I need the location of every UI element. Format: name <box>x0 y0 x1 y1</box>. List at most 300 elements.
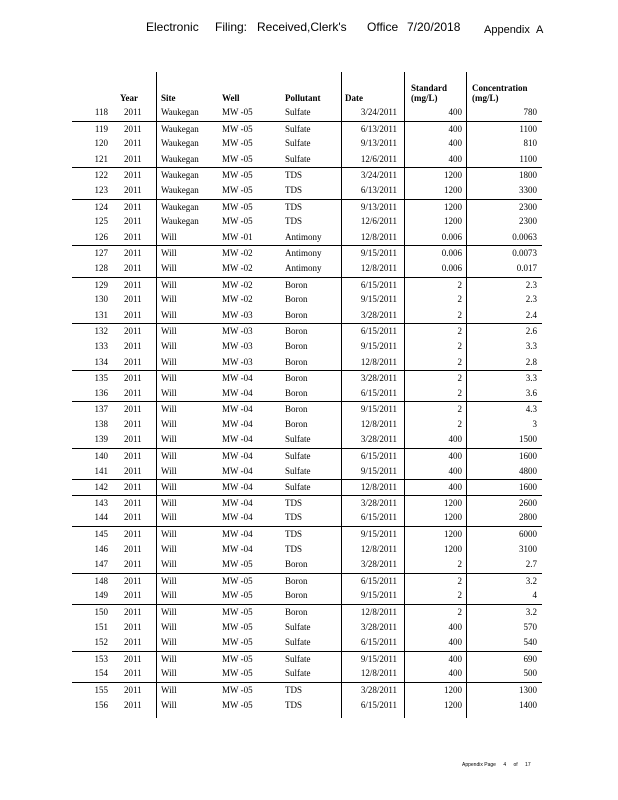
cell-pollutant: Boron <box>285 575 308 586</box>
table-row <box>72 339 542 355</box>
cell-site: Will <box>161 309 177 320</box>
cell-well: MW -05 <box>222 668 253 679</box>
cell-date: 6/15/2011 <box>360 637 397 648</box>
cell-concentration: 4800 <box>519 465 537 476</box>
table-row <box>72 230 542 246</box>
table-row <box>72 557 542 573</box>
cell-standard: 2 <box>457 279 462 290</box>
cell-date: 3/28/2011 <box>360 621 397 632</box>
cell-site: Will <box>161 543 177 554</box>
cell-row-number: 130 <box>94 294 108 305</box>
cell-date: 9/15/2011 <box>360 653 397 664</box>
table-row <box>72 245 542 261</box>
cell-row-number: 143 <box>94 497 108 508</box>
cell-date: 12/8/2011 <box>360 607 397 617</box>
cell-well: MW -02 <box>222 262 253 273</box>
cell-pollutant: Boron <box>285 279 308 290</box>
cell-well: MW -04 <box>222 497 253 508</box>
col-site: Site <box>161 93 176 103</box>
cell-concentration: 690 <box>523 653 537 664</box>
cell-row-number: 135 <box>94 373 108 384</box>
cell-standard: 0.006 <box>441 262 462 273</box>
cell-concentration: 1300 <box>519 684 537 695</box>
cell-concentration: 810 <box>523 138 537 149</box>
cell-standard: 1200 <box>444 184 462 195</box>
cell-concentration: 1500 <box>519 434 537 445</box>
column-divider <box>341 72 342 718</box>
cell-well: MW -05 <box>222 637 253 648</box>
cell-year: 2011 <box>124 418 142 429</box>
cell-site: Will <box>161 231 177 242</box>
cell-pollutant: TDS <box>285 512 303 523</box>
cell-date: 6/15/2011 <box>360 326 397 337</box>
cell-concentration: 2.7 <box>525 559 537 570</box>
cell-well: MW -02 <box>222 294 253 305</box>
cell-well: MW -05 <box>222 123 253 134</box>
cell-well: MW -05 <box>222 153 253 164</box>
cell-standard: 2 <box>457 607 462 617</box>
header-received: Received,Clerk's <box>257 20 347 34</box>
cell-concentration: 3.3 <box>525 340 537 351</box>
cell-year: 2011 <box>124 201 142 212</box>
cell-concentration: 2.8 <box>525 356 537 367</box>
cell-standard: 1200 <box>444 497 462 508</box>
cell-pollutant: Boron <box>285 559 308 570</box>
cell-well: MW -05 <box>222 559 253 570</box>
cell-pollutant: Boron <box>285 387 308 398</box>
cell-pollutant: Sulfate <box>285 107 311 117</box>
cell-well: MW -04 <box>222 434 253 445</box>
cell-site: Will <box>161 559 177 570</box>
data-table <box>72 72 542 713</box>
cell-site: Waukegan <box>161 153 199 164</box>
page-header <box>146 20 606 36</box>
cell-year: 2011 <box>124 404 142 415</box>
cell-year: 2011 <box>124 482 142 493</box>
cell-date: 9/13/2011 <box>360 138 397 149</box>
table-row <box>72 651 542 667</box>
table-row <box>72 635 542 651</box>
cell-well: MW -05 <box>222 184 253 195</box>
cell-pollutant: TDS <box>285 216 303 227</box>
cell-site: Waukegan <box>161 123 199 134</box>
cell-site: Will <box>161 279 177 290</box>
cell-standard: 400 <box>448 653 462 664</box>
cell-row-number: 123 <box>94 184 108 195</box>
cell-year: 2011 <box>124 356 142 367</box>
cell-date: 3/28/2011 <box>360 497 397 508</box>
cell-date: 3/24/2011 <box>360 170 397 181</box>
cell-pollutant: Sulfate <box>285 637 311 648</box>
cell-year: 2011 <box>124 216 142 227</box>
cell-standard: 2 <box>457 387 462 398</box>
cell-concentration: 0.017 <box>516 262 537 273</box>
cell-pollutant: TDS <box>285 201 303 212</box>
cell-well: MW -04 <box>222 418 253 429</box>
cell-row-number: 147 <box>94 559 108 570</box>
table-row <box>72 308 542 324</box>
cell-concentration: 1600 <box>519 482 537 493</box>
cell-standard: 1200 <box>444 512 462 523</box>
cell-pollutant: Sulfate <box>285 482 311 493</box>
cell-site: Waukegan <box>161 138 199 149</box>
cell-date: 3/28/2011 <box>360 434 397 445</box>
cell-date: 9/15/2011 <box>360 340 397 351</box>
table-row <box>72 620 542 636</box>
cell-standard: 2 <box>457 559 462 570</box>
cell-standard: 1200 <box>444 684 462 695</box>
cell-standard: 1200 <box>444 543 462 554</box>
header-electronic: Electronic <box>146 20 199 34</box>
cell-date: 3/28/2011 <box>360 373 397 384</box>
cell-year: 2011 <box>124 637 142 648</box>
table-row <box>72 432 542 448</box>
table-header <box>72 72 542 105</box>
table-row <box>72 666 542 682</box>
cell-concentration: 2.3 <box>525 279 537 290</box>
cell-site: Will <box>161 451 177 462</box>
cell-row-number: 154 <box>94 668 108 679</box>
cell-standard: 2 <box>457 309 462 320</box>
table-row <box>72 386 542 402</box>
table-row <box>72 573 542 589</box>
table-row <box>72 588 542 604</box>
cell-date: 6/13/2011 <box>360 184 397 195</box>
cell-year: 2011 <box>124 262 142 273</box>
cell-well: MW -05 <box>222 107 253 117</box>
col-well: Well <box>222 93 240 103</box>
cell-date: 6/15/2011 <box>360 512 397 523</box>
cell-row-number: 141 <box>94 465 108 476</box>
cell-well: MW -05 <box>222 590 253 601</box>
cell-year: 2011 <box>124 231 142 242</box>
cell-pollutant: Boron <box>285 418 308 429</box>
cell-row-number: 151 <box>94 621 108 632</box>
cell-date: 6/15/2011 <box>360 387 397 398</box>
cell-date: 9/15/2011 <box>360 404 397 415</box>
table-row <box>72 495 542 511</box>
cell-row-number: 152 <box>94 637 108 648</box>
cell-row-number: 133 <box>94 340 108 351</box>
footer-of: of <box>513 762 518 768</box>
cell-year: 2011 <box>124 373 142 384</box>
cell-year: 2011 <box>124 497 142 508</box>
cell-row-number: 150 <box>94 607 108 617</box>
cell-concentration: 1400 <box>519 699 537 710</box>
column-divider <box>466 72 467 718</box>
cell-concentration: 1600 <box>519 451 537 462</box>
cell-standard: 2 <box>457 356 462 367</box>
cell-concentration: 3 <box>532 418 537 429</box>
cell-site: Will <box>161 607 177 617</box>
cell-year: 2011 <box>124 170 142 181</box>
cell-well: MW -03 <box>222 356 253 367</box>
cell-date: 6/15/2011 <box>360 279 397 290</box>
table-row <box>72 604 542 620</box>
cell-year: 2011 <box>124 248 142 259</box>
cell-standard: 1200 <box>444 216 462 227</box>
cell-row-number: 142 <box>94 482 108 493</box>
cell-row-number: 153 <box>94 653 108 664</box>
cell-row-number: 155 <box>94 684 108 695</box>
cell-row-number: 126 <box>94 231 108 242</box>
cell-site: Will <box>161 465 177 476</box>
cell-year: 2011 <box>124 529 142 540</box>
col-standard-unit: (mg/L) <box>411 93 438 103</box>
cell-site: Will <box>161 248 177 259</box>
header-office: Office <box>367 20 399 34</box>
cell-year: 2011 <box>124 326 142 337</box>
cell-pollutant: Antimony <box>285 262 322 273</box>
cell-year: 2011 <box>124 107 142 117</box>
cell-date: 6/15/2011 <box>360 699 397 710</box>
cell-site: Will <box>161 653 177 664</box>
cell-site: Will <box>161 684 177 695</box>
table-row <box>72 152 542 168</box>
cell-standard: 400 <box>448 465 462 476</box>
cell-pollutant: Boron <box>285 340 308 351</box>
cell-row-number: 144 <box>94 512 108 523</box>
cell-pollutant: Boron <box>285 590 308 601</box>
table-row <box>72 479 542 495</box>
cell-site: Will <box>161 637 177 648</box>
cell-site: Will <box>161 262 177 273</box>
cell-year: 2011 <box>124 153 142 164</box>
cell-pollutant: TDS <box>285 684 303 695</box>
cell-row-number: 134 <box>94 356 108 367</box>
cell-year: 2011 <box>124 512 142 523</box>
cell-concentration: 2300 <box>519 201 537 212</box>
cell-standard: 0.006 <box>441 231 462 242</box>
cell-site: Will <box>161 340 177 351</box>
cell-site: Will <box>161 434 177 445</box>
col-year: Year <box>120 93 138 103</box>
cell-year: 2011 <box>124 684 142 695</box>
cell-standard: 2 <box>457 404 462 415</box>
cell-pollutant: Boron <box>285 309 308 320</box>
cell-pollutant: TDS <box>285 529 303 540</box>
cell-site: Will <box>161 418 177 429</box>
cell-year: 2011 <box>124 279 142 290</box>
cell-well: MW -04 <box>222 373 253 384</box>
cell-pollutant: TDS <box>285 543 303 554</box>
table-row <box>72 698 542 714</box>
cell-row-number: 121 <box>94 153 108 164</box>
cell-standard: 400 <box>448 138 462 149</box>
cell-well: MW -04 <box>222 404 253 415</box>
cell-year: 2011 <box>124 138 142 149</box>
cell-row-number: 148 <box>94 575 108 586</box>
cell-pollutant: Boron <box>285 326 308 337</box>
cell-well: MW -04 <box>222 543 253 554</box>
cell-row-number: 127 <box>94 248 108 259</box>
cell-concentration: 3.6 <box>525 387 537 398</box>
cell-well: MW -02 <box>222 279 253 290</box>
cell-year: 2011 <box>124 340 142 351</box>
cell-row-number: 124 <box>94 201 108 212</box>
cell-well: MW -04 <box>222 451 253 462</box>
cell-site: Will <box>161 699 177 710</box>
cell-well: MW -05 <box>222 684 253 695</box>
cell-site: Will <box>161 356 177 367</box>
cell-date: 9/15/2011 <box>360 590 397 601</box>
cell-year: 2011 <box>124 607 142 617</box>
table-row <box>72 448 542 464</box>
cell-concentration: 0.0073 <box>512 248 537 259</box>
cell-date: 12/8/2011 <box>360 482 397 493</box>
cell-pollutant: Boron <box>285 356 308 367</box>
cell-well: MW -05 <box>222 653 253 664</box>
cell-well: MW -05 <box>222 575 253 586</box>
table-row <box>72 292 542 308</box>
col-pollutant: Pollutant <box>285 93 321 103</box>
header-filing: Filing: <box>215 20 248 34</box>
footer-page: 4 <box>503 762 507 768</box>
cell-date: 9/15/2011 <box>360 248 397 259</box>
cell-year: 2011 <box>124 575 142 586</box>
cell-pollutant: Sulfate <box>285 451 311 462</box>
cell-row-number: 119 <box>94 123 108 134</box>
cell-row-number: 122 <box>94 170 108 181</box>
cell-concentration: 2.6 <box>525 326 537 337</box>
cell-well: MW -01 <box>222 231 253 242</box>
cell-pollutant: Boron <box>285 294 308 305</box>
table-row <box>72 121 542 137</box>
cell-date: 3/28/2011 <box>360 684 397 695</box>
cell-well: MW -03 <box>222 340 253 351</box>
cell-well: MW -05 <box>222 607 253 617</box>
table-row <box>72 682 542 698</box>
col-date: Date <box>345 93 363 103</box>
cell-well: MW -05 <box>222 201 253 212</box>
cell-site: Waukegan <box>161 201 199 212</box>
table-row <box>72 261 542 277</box>
cell-year: 2011 <box>124 465 142 476</box>
cell-date: 6/13/2011 <box>360 123 397 134</box>
cell-pollutant: Sulfate <box>285 668 311 679</box>
cell-date: 12/8/2011 <box>360 262 397 273</box>
cell-standard: 400 <box>448 482 462 493</box>
table-row <box>72 355 542 371</box>
cell-site: Will <box>161 497 177 508</box>
cell-standard: 2 <box>457 340 462 351</box>
cell-well: MW -04 <box>222 512 253 523</box>
cell-site: Waukegan <box>161 107 199 117</box>
cell-concentration: 2.3 <box>525 294 537 305</box>
cell-date: 12/8/2011 <box>360 356 397 367</box>
column-divider <box>156 72 157 718</box>
cell-row-number: 139 <box>94 434 108 445</box>
cell-standard: 400 <box>448 107 462 117</box>
table-row <box>72 183 542 199</box>
cell-pollutant: Sulfate <box>285 123 311 134</box>
cell-year: 2011 <box>124 434 142 445</box>
cell-site: Will <box>161 326 177 337</box>
cell-concentration: 0.0063 <box>512 231 537 242</box>
col-concentration-unit: (mg/L) <box>472 93 499 103</box>
cell-date: 3/28/2011 <box>360 309 397 320</box>
header-date: 7/20/2018 <box>407 20 461 34</box>
cell-site: Will <box>161 512 177 523</box>
cell-year: 2011 <box>124 294 142 305</box>
table-row <box>72 167 542 183</box>
cell-pollutant: TDS <box>285 699 303 710</box>
cell-standard: 400 <box>448 123 462 134</box>
table-row <box>72 136 542 152</box>
cell-well: MW -05 <box>222 170 253 181</box>
cell-concentration: 2600 <box>519 497 537 508</box>
table-row <box>72 277 542 293</box>
cell-date: 12/8/2011 <box>360 231 397 242</box>
cell-concentration: 570 <box>523 621 537 632</box>
cell-well: MW -05 <box>222 621 253 632</box>
cell-site: Will <box>161 668 177 679</box>
cell-site: Will <box>161 373 177 384</box>
cell-date: 6/15/2011 <box>360 451 397 462</box>
cell-year: 2011 <box>124 123 142 134</box>
cell-concentration: 2300 <box>519 216 537 227</box>
cell-year: 2011 <box>124 668 142 679</box>
cell-date: 12/8/2011 <box>360 418 397 429</box>
cell-site: Will <box>161 404 177 415</box>
table-row <box>72 417 542 433</box>
cell-well: MW -04 <box>222 387 253 398</box>
cell-pollutant: TDS <box>285 170 303 181</box>
cell-pollutant: Boron <box>285 607 308 617</box>
table-row <box>72 105 542 121</box>
table-row <box>72 510 542 526</box>
cell-well: MW -05 <box>222 699 253 710</box>
cell-concentration: 2800 <box>519 512 537 523</box>
cell-row-number: 132 <box>94 326 108 337</box>
cell-concentration: 2.4 <box>525 309 537 320</box>
cell-row-number: 149 <box>94 590 108 601</box>
cell-standard: 2 <box>457 373 462 384</box>
cell-date: 3/28/2011 <box>360 559 397 570</box>
cell-site: Will <box>161 575 177 586</box>
cell-row-number: 120 <box>94 138 108 149</box>
cell-row-number: 138 <box>94 418 108 429</box>
cell-site: Waukegan <box>161 184 199 195</box>
cell-pollutant: Antimony <box>285 248 322 259</box>
cell-date: 9/15/2011 <box>360 529 397 540</box>
cell-date: 12/6/2011 <box>360 216 397 227</box>
cell-well: MW -05 <box>222 138 253 149</box>
page-footer <box>462 762 537 768</box>
cell-site: Will <box>161 529 177 540</box>
cell-well: MW -04 <box>222 482 253 493</box>
cell-pollutant: Sulfate <box>285 621 311 632</box>
cell-standard: 0.006 <box>441 248 462 259</box>
cell-date: 9/13/2011 <box>360 201 397 212</box>
cell-concentration: 3.3 <box>525 373 537 384</box>
cell-well: MW -02 <box>222 248 253 259</box>
cell-site: Will <box>161 294 177 305</box>
cell-year: 2011 <box>124 309 142 320</box>
cell-concentration: 540 <box>523 637 537 648</box>
cell-pollutant: Sulfate <box>285 653 311 664</box>
cell-standard: 2 <box>457 418 462 429</box>
cell-row-number: 128 <box>94 262 108 273</box>
cell-pollutant: Boron <box>285 404 308 415</box>
cell-pollutant: Antimony <box>285 231 322 242</box>
table-row <box>72 370 542 386</box>
cell-date: 9/15/2011 <box>360 465 397 476</box>
cell-concentration: 3.2 <box>525 575 537 586</box>
cell-row-number: 140 <box>94 451 108 462</box>
cell-concentration: 4.3 <box>525 404 537 415</box>
cell-year: 2011 <box>124 184 142 195</box>
